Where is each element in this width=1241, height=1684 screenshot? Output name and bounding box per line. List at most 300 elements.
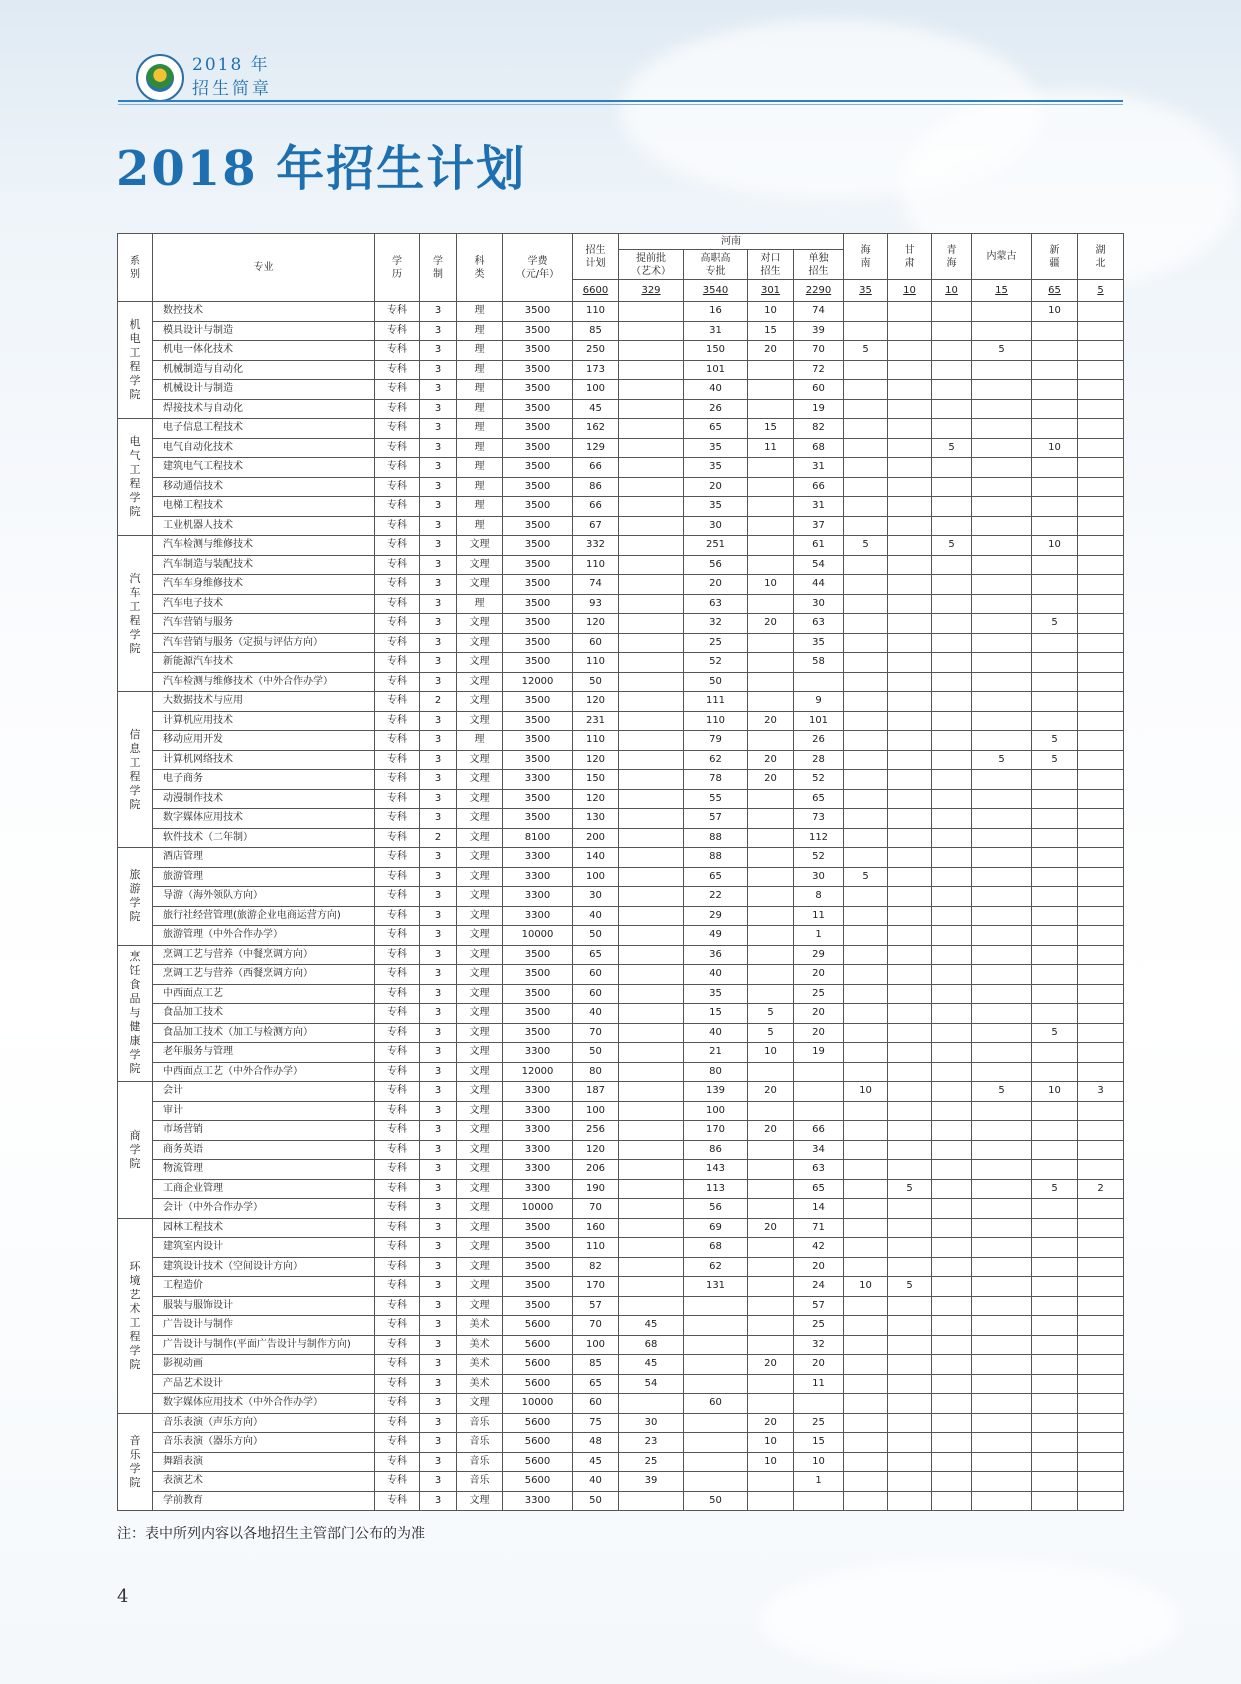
value-cell <box>844 945 888 965</box>
value-cell: 50 <box>684 1491 748 1511</box>
value-cell <box>1078 1374 1124 1394</box>
value-cell: 56 <box>684 555 748 575</box>
header-subtitle: 招生简章 <box>192 79 272 99</box>
value-cell <box>932 887 972 907</box>
value-cell <box>932 789 972 809</box>
value-cell <box>844 926 888 946</box>
value-cell <box>844 750 888 770</box>
value-cell: 理 <box>457 477 503 497</box>
value-cell: 专科 <box>375 594 420 614</box>
value-cell: 专科 <box>375 1140 420 1160</box>
value-cell: 170 <box>684 1121 748 1141</box>
value-cell: 文理 <box>457 1082 503 1102</box>
dept-cell: 汽车工程学院 <box>118 536 153 692</box>
value-cell: 3 <box>420 1296 457 1316</box>
value-cell: 专科 <box>375 1433 420 1453</box>
value-cell: 3 <box>420 614 457 634</box>
value-cell <box>748 789 794 809</box>
dept-cell: 旅游学院 <box>118 848 153 946</box>
value-cell: 9 <box>794 692 844 712</box>
value-cell <box>1032 1316 1078 1336</box>
value-cell <box>888 770 932 790</box>
value-cell: 3 <box>420 1355 457 1375</box>
value-cell <box>794 1491 844 1511</box>
value-cell <box>684 1335 748 1355</box>
value-cell <box>972 926 1032 946</box>
value-cell: 21 <box>684 1043 748 1063</box>
major-cell: 工程造价 <box>153 1277 375 1297</box>
value-cell <box>1078 1316 1124 1336</box>
value-cell: 2 <box>420 828 457 848</box>
value-cell <box>972 360 1032 380</box>
value-cell: 专科 <box>375 321 420 341</box>
value-cell: 34 <box>794 1140 844 1160</box>
value-cell: 74 <box>573 575 619 595</box>
value-cell: 20 <box>748 614 794 634</box>
value-cell: 3 <box>420 594 457 614</box>
value-cell: 23 <box>619 1433 684 1453</box>
value-cell: 3300 <box>503 1491 573 1511</box>
value-cell: 专科 <box>375 1355 420 1375</box>
value-cell: 文理 <box>457 1199 503 1219</box>
value-cell <box>888 536 932 556</box>
value-cell: 24 <box>794 1277 844 1297</box>
value-cell: 25 <box>794 984 844 1004</box>
value-cell <box>888 302 932 322</box>
value-cell: 62 <box>684 1257 748 1277</box>
value-cell <box>748 867 794 887</box>
value-cell <box>748 887 794 907</box>
value-cell: 100 <box>573 1335 619 1355</box>
value-cell <box>1032 984 1078 1004</box>
major-cell: 电子信息工程技术 <box>153 419 375 439</box>
major-cell: 汽车车身维修技术 <box>153 575 375 595</box>
value-cell: 10000 <box>503 1199 573 1219</box>
value-cell: 5600 <box>503 1433 573 1453</box>
value-cell: 专科 <box>375 458 420 478</box>
value-cell: 理 <box>457 399 503 419</box>
value-cell: 110 <box>573 731 619 751</box>
value-cell: 3 <box>420 438 457 458</box>
value-cell <box>1032 926 1078 946</box>
value-cell: 40 <box>573 1472 619 1492</box>
value-cell <box>844 1413 888 1433</box>
value-cell <box>748 1316 794 1336</box>
major-cell: 商务英语 <box>153 1140 375 1160</box>
value-cell <box>888 965 932 985</box>
value-cell: 143 <box>684 1160 748 1180</box>
value-cell: 专科 <box>375 789 420 809</box>
value-cell <box>888 1316 932 1336</box>
value-cell: 理 <box>457 341 503 361</box>
table-row <box>118 360 1124 380</box>
value-cell <box>1078 1355 1124 1375</box>
table-row <box>118 1257 1124 1277</box>
value-cell: 55 <box>684 789 748 809</box>
value-cell <box>619 321 684 341</box>
value-cell <box>844 1160 888 1180</box>
header-neimenggu: 内蒙古 <box>972 234 1032 280</box>
major-cell: 酒店管理 <box>153 848 375 868</box>
value-cell <box>1032 341 1078 361</box>
value-cell: 3 <box>420 477 457 497</box>
value-cell <box>619 1082 684 1102</box>
value-cell: 文理 <box>457 1491 503 1511</box>
value-cell <box>888 575 932 595</box>
value-cell: 1 <box>794 1472 844 1492</box>
total-danzhao: 2290 <box>794 280 844 302</box>
value-cell: 10 <box>1032 302 1078 322</box>
value-cell: 131 <box>684 1277 748 1297</box>
value-cell <box>748 906 794 926</box>
value-cell <box>844 458 888 478</box>
value-cell <box>619 965 684 985</box>
value-cell <box>1032 419 1078 439</box>
value-cell <box>932 614 972 634</box>
value-cell: 文理 <box>457 1179 503 1199</box>
value-cell: 文理 <box>457 1121 503 1141</box>
value-cell <box>1078 399 1124 419</box>
table-row <box>118 1218 1124 1238</box>
value-cell <box>619 750 684 770</box>
value-cell: 8100 <box>503 828 573 848</box>
value-cell: 3 <box>420 1452 457 1472</box>
value-cell: 31 <box>794 458 844 478</box>
value-cell: 文理 <box>457 1218 503 1238</box>
value-cell <box>932 1140 972 1160</box>
table-row <box>118 1140 1124 1160</box>
value-cell: 3300 <box>503 1101 573 1121</box>
value-cell: 25 <box>794 1413 844 1433</box>
value-cell <box>619 809 684 829</box>
major-cell: 建筑电气工程技术 <box>153 458 375 478</box>
value-cell <box>932 1316 972 1336</box>
major-cell: 新能源汽车技术 <box>153 653 375 673</box>
value-cell <box>932 731 972 751</box>
value-cell: 45 <box>619 1355 684 1375</box>
value-cell <box>932 1121 972 1141</box>
value-cell <box>932 1413 972 1433</box>
value-cell: 3500 <box>503 380 573 400</box>
value-cell <box>619 1257 684 1277</box>
value-cell <box>888 399 932 419</box>
value-cell: 3500 <box>503 438 573 458</box>
value-cell: 3500 <box>503 594 573 614</box>
value-cell: 5600 <box>503 1316 573 1336</box>
value-cell <box>1078 1101 1124 1121</box>
value-cell: 文理 <box>457 575 503 595</box>
value-cell <box>972 1199 1032 1219</box>
table-row <box>118 1023 1124 1043</box>
value-cell <box>972 711 1032 731</box>
value-cell <box>972 1335 1032 1355</box>
dept-cell: 信息工程学院 <box>118 692 153 848</box>
value-cell: 专科 <box>375 1082 420 1102</box>
value-cell: 3 <box>420 1413 457 1433</box>
major-cell: 数字媒体应用技术（中外合作办学） <box>153 1394 375 1414</box>
major-cell: 动漫制作技术 <box>153 789 375 809</box>
value-cell: 45 <box>619 1316 684 1336</box>
value-cell <box>748 458 794 478</box>
value-cell <box>1032 965 1078 985</box>
value-cell <box>972 1043 1032 1063</box>
value-cell <box>1032 848 1078 868</box>
value-cell: 8 <box>794 887 844 907</box>
value-cell: 20 <box>748 711 794 731</box>
value-cell <box>972 1433 1032 1453</box>
value-cell: 10000 <box>503 1394 573 1414</box>
value-cell: 专科 <box>375 1101 420 1121</box>
value-cell <box>619 1394 684 1414</box>
table-row <box>118 887 1124 907</box>
major-cell: 烹调工艺与营养（西餐烹调方向） <box>153 965 375 985</box>
value-cell <box>932 1004 972 1024</box>
value-cell <box>888 341 932 361</box>
value-cell: 3300 <box>503 1140 573 1160</box>
header-years: 学制 <box>420 234 457 302</box>
value-cell: 专科 <box>375 1316 420 1336</box>
value-cell <box>888 477 932 497</box>
value-cell: 3 <box>420 789 457 809</box>
value-cell <box>844 1316 888 1336</box>
value-cell: 专科 <box>375 536 420 556</box>
value-cell <box>972 594 1032 614</box>
value-cell <box>1078 828 1124 848</box>
major-cell: 表演艺术 <box>153 1472 375 1492</box>
value-cell <box>794 1101 844 1121</box>
value-cell: 70 <box>573 1023 619 1043</box>
value-cell <box>888 750 932 770</box>
value-cell <box>888 1257 932 1277</box>
value-cell: 5 <box>1032 731 1078 751</box>
value-cell <box>1032 477 1078 497</box>
value-cell: 74 <box>794 302 844 322</box>
value-cell <box>844 1433 888 1453</box>
major-cell: 老年服务与管理 <box>153 1043 375 1063</box>
value-cell <box>844 516 888 536</box>
value-cell: 文理 <box>457 1062 503 1082</box>
value-cell: 3 <box>420 399 457 419</box>
value-cell <box>1078 984 1124 1004</box>
value-cell: 1 <box>794 926 844 946</box>
value-cell: 5 <box>748 1004 794 1024</box>
table-row <box>118 419 1124 439</box>
value-cell: 专科 <box>375 672 420 692</box>
table-row <box>118 770 1124 790</box>
value-cell: 190 <box>573 1179 619 1199</box>
value-cell: 42 <box>794 1238 844 1258</box>
value-cell: 3 <box>420 380 457 400</box>
value-cell <box>844 1374 888 1394</box>
header-duikou: 对口招生 <box>748 250 794 280</box>
value-cell: 10 <box>844 1082 888 1102</box>
value-cell: 251 <box>684 536 748 556</box>
value-cell: 音乐 <box>457 1433 503 1453</box>
value-cell <box>1032 594 1078 614</box>
value-cell: 20 <box>794 1355 844 1375</box>
value-cell <box>619 711 684 731</box>
value-cell: 20 <box>748 1082 794 1102</box>
value-cell: 专科 <box>375 750 420 770</box>
value-cell <box>932 867 972 887</box>
value-cell <box>619 1491 684 1511</box>
value-cell: 音乐 <box>457 1452 503 1472</box>
value-cell: 5 <box>844 341 888 361</box>
major-cell: 移动应用开发 <box>153 731 375 751</box>
table-row <box>118 1160 1124 1180</box>
value-cell <box>932 1452 972 1472</box>
value-cell: 文理 <box>457 867 503 887</box>
value-cell: 专科 <box>375 965 420 985</box>
value-cell <box>888 438 932 458</box>
value-cell <box>844 1199 888 1219</box>
value-cell <box>972 516 1032 536</box>
value-cell: 3500 <box>503 1296 573 1316</box>
dept-cell: 商学院 <box>118 1082 153 1219</box>
table-row <box>118 302 1124 322</box>
header-year: 2018 年 <box>192 55 270 75</box>
value-cell <box>619 1121 684 1141</box>
value-cell: 理 <box>457 516 503 536</box>
value-cell <box>1032 1121 1078 1141</box>
value-cell <box>932 926 972 946</box>
value-cell: 文理 <box>457 848 503 868</box>
value-cell <box>1032 1101 1078 1121</box>
value-cell: 10 <box>748 1452 794 1472</box>
value-cell <box>1078 789 1124 809</box>
value-cell <box>888 1491 932 1511</box>
value-cell <box>972 770 1032 790</box>
value-cell: 80 <box>573 1062 619 1082</box>
value-cell: 68 <box>619 1335 684 1355</box>
value-cell <box>932 945 972 965</box>
dept-cell: 机电工程学院 <box>118 302 153 419</box>
value-cell: 专科 <box>375 1160 420 1180</box>
value-cell <box>844 789 888 809</box>
value-cell <box>619 984 684 1004</box>
value-cell: 15 <box>748 321 794 341</box>
value-cell <box>844 887 888 907</box>
value-cell <box>1078 438 1124 458</box>
value-cell: 130 <box>573 809 619 829</box>
value-cell <box>888 516 932 536</box>
value-cell: 3 <box>420 555 457 575</box>
value-cell <box>1078 1296 1124 1316</box>
value-cell: 78 <box>684 770 748 790</box>
value-cell: 110 <box>573 302 619 322</box>
value-cell <box>888 321 932 341</box>
value-cell <box>844 1355 888 1375</box>
table-row <box>118 828 1124 848</box>
header-gaozhi: 高职高专批 <box>684 250 748 280</box>
value-cell: 35 <box>684 497 748 517</box>
value-cell <box>972 1140 1032 1160</box>
value-cell <box>619 867 684 887</box>
major-cell: 工商企业管理 <box>153 1179 375 1199</box>
value-cell: 文理 <box>457 1277 503 1297</box>
value-cell: 3 <box>420 848 457 868</box>
value-cell <box>748 828 794 848</box>
value-cell <box>888 497 932 517</box>
value-cell: 文理 <box>457 887 503 907</box>
table-row <box>118 1199 1124 1219</box>
value-cell <box>1078 380 1124 400</box>
value-cell <box>1078 1452 1124 1472</box>
value-cell <box>1032 1355 1078 1375</box>
value-cell <box>1078 965 1124 985</box>
value-cell <box>619 497 684 517</box>
value-cell: 3500 <box>503 789 573 809</box>
value-cell <box>888 1452 932 1472</box>
value-cell <box>619 360 684 380</box>
value-cell <box>888 1023 932 1043</box>
value-cell: 文理 <box>457 809 503 829</box>
value-cell <box>1032 906 1078 926</box>
value-cell: 71 <box>794 1218 844 1238</box>
value-cell: 专科 <box>375 1199 420 1219</box>
total-xinjiang: 65 <box>1032 280 1078 302</box>
major-cell: 建筑室内设计 <box>153 1238 375 1258</box>
value-cell <box>748 380 794 400</box>
value-cell: 3 <box>420 1257 457 1277</box>
value-cell: 专科 <box>375 380 420 400</box>
value-cell <box>888 906 932 926</box>
value-cell: 20 <box>748 341 794 361</box>
value-cell: 5 <box>1032 614 1078 634</box>
value-cell: 3 <box>420 750 457 770</box>
value-cell <box>1078 477 1124 497</box>
value-cell <box>972 1374 1032 1394</box>
value-cell <box>888 419 932 439</box>
value-cell <box>972 458 1032 478</box>
value-cell: 3 <box>420 1121 457 1141</box>
major-cell: 焊接技术与自动化 <box>153 399 375 419</box>
value-cell: 20 <box>748 1413 794 1433</box>
value-cell <box>619 789 684 809</box>
value-cell <box>1078 1277 1124 1297</box>
value-cell: 专科 <box>375 614 420 634</box>
value-cell <box>844 1452 888 1472</box>
value-cell: 3500 <box>503 1023 573 1043</box>
value-cell <box>972 497 1032 517</box>
value-cell: 60 <box>573 633 619 653</box>
value-cell: 10 <box>1032 438 1078 458</box>
value-cell <box>888 458 932 478</box>
value-cell: 139 <box>684 1082 748 1102</box>
value-cell <box>1078 906 1124 926</box>
value-cell: 3 <box>420 302 457 322</box>
major-cell: 学前教育 <box>153 1491 375 1511</box>
table-row <box>118 1238 1124 1258</box>
value-cell: 22 <box>684 887 748 907</box>
value-cell <box>1078 360 1124 380</box>
value-cell <box>844 302 888 322</box>
value-cell <box>972 945 1032 965</box>
value-cell <box>932 477 972 497</box>
value-cell <box>932 848 972 868</box>
value-cell: 3500 <box>503 1218 573 1238</box>
value-cell <box>684 1296 748 1316</box>
value-cell: 100 <box>573 867 619 887</box>
table-row <box>118 984 1124 1004</box>
value-cell <box>932 1374 972 1394</box>
value-cell <box>1032 1218 1078 1238</box>
value-cell: 25 <box>794 1316 844 1336</box>
major-cell: 汽车制造与装配技术 <box>153 555 375 575</box>
value-cell <box>1078 536 1124 556</box>
value-cell <box>888 1238 932 1258</box>
value-cell <box>932 594 972 614</box>
